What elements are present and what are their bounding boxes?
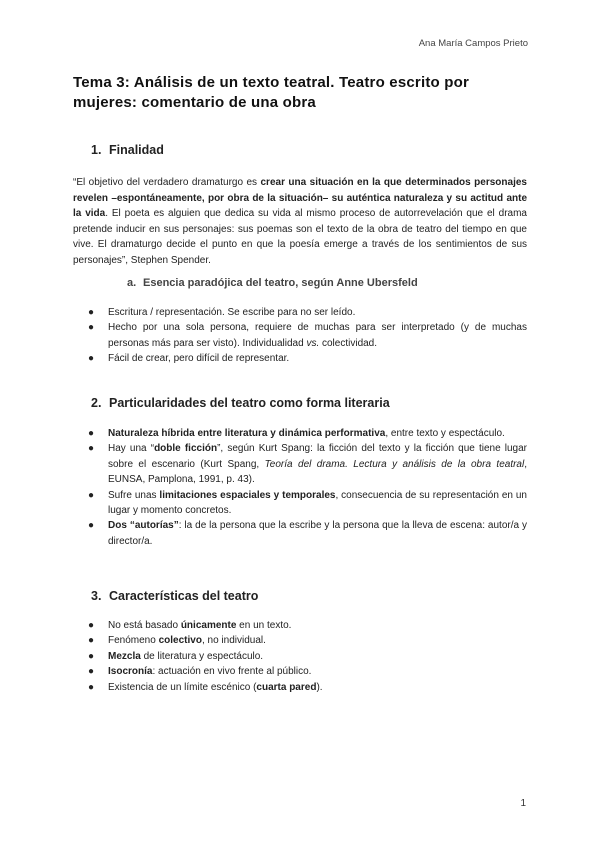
item-bold: Isocronía <box>108 666 153 678</box>
subsection-a-heading <box>127 277 418 289</box>
bullet-icon: ● <box>88 666 95 678</box>
item-bold: limitaciones espaciales y temporales <box>159 489 336 501</box>
item-text: Hay una “ <box>108 443 155 455</box>
list-item <box>73 320 527 351</box>
quote-bold: crear una situación en la que determinados personajes revelen –espontáneamente, por obra de la situación– su auténtica naturaleza y su actitud ante la vida <box>73 177 527 219</box>
item-text: , consecuencia de su representación en un lugar y momento concretos. <box>108 489 527 517</box>
bullet-icon: ● <box>88 428 95 439</box>
item-text: Escritura / representación. Se escribe para no ser leído. <box>108 307 356 318</box>
page-number: 1 <box>520 798 526 809</box>
section-1-heading <box>91 143 164 157</box>
item-text: Hecho por una sola persona, requiere de muchas para ser interpretado (y de muchas personas más para ser visto). Individualidad <box>108 322 527 349</box>
item-bold: únicamente <box>180 620 237 631</box>
header-author: Ana María Campos Prieto <box>418 38 528 49</box>
item-text: : la de la persona que la escribe y la persona que la lleva de escena: autor/a y director/a. <box>108 520 527 547</box>
section-1-title: Finalidad <box>109 143 164 157</box>
item-bold: doble ficción <box>154 443 218 455</box>
bullet-icon: ● <box>88 443 95 455</box>
item-text: Fácil de crear, pero difícil de representar. <box>108 353 290 365</box>
section-2-title: Particularidades del teatro como forma literaria <box>109 396 390 410</box>
item-bold: cuarta pared <box>256 681 317 693</box>
list-item <box>73 633 527 648</box>
list-item <box>73 351 527 366</box>
list-item <box>73 664 527 679</box>
section-3-number: 3. <box>91 589 102 603</box>
item-bold: Mezcla <box>108 650 141 662</box>
bullet-icon: ● <box>88 635 95 647</box>
section-3-heading <box>91 589 258 603</box>
subsection-a-title: Esencia paradójica del teatro, según Anne Ubersfeld <box>143 277 418 289</box>
item-text: de literatura y espectáculo. <box>140 650 264 662</box>
list-item <box>73 488 527 519</box>
list-item <box>73 618 527 633</box>
document-title: Tema 3: Análisis de un texto teatral. Teatro escrito por mujeres: comentario de una obra <box>73 74 470 111</box>
list-item <box>73 426 527 441</box>
bullet-icon: ● <box>88 322 95 334</box>
section-2-number: 2. <box>91 396 102 410</box>
bullet-icon: ● <box>88 620 95 631</box>
bullet-icon: ● <box>88 489 95 501</box>
quote-text-1: “El objetivo del verdadero dramaturgo es <box>73 177 261 188</box>
subsection-a-letter: a. <box>127 277 137 289</box>
item-text: , no individual. <box>201 635 266 647</box>
list-item <box>73 518 527 549</box>
item-text: colectividad. <box>319 337 378 349</box>
section-3-list <box>73 618 527 695</box>
bullet-icon: ● <box>88 681 95 693</box>
item-text: Fenómeno <box>108 635 159 647</box>
item-text: : actuación en vivo frente al público. <box>152 666 312 678</box>
subsection-a-list <box>73 305 527 367</box>
list-item <box>73 680 527 695</box>
item-text: Existencia de un límite escénico ( <box>108 681 257 693</box>
section-1-number: 1. <box>91 143 102 157</box>
bullet-icon: ● <box>88 307 95 318</box>
section-3-title: Características del teatro <box>109 589 259 603</box>
list-item <box>73 305 527 320</box>
bullet-icon: ● <box>88 650 95 662</box>
section-2-list <box>73 426 527 549</box>
item-text: Sufre unas <box>108 489 160 501</box>
bullet-icon: ● <box>88 520 95 532</box>
section-2-heading <box>91 396 390 410</box>
list-item <box>73 649 527 664</box>
item-italic: Teoría del drama. Lectura y análisis de la obra teatral <box>264 458 525 470</box>
item-text: ”, según Kurt Spang: la ficción del texto y la ficción que tiene lugar sobre el escenario (Kurt Spang, <box>108 443 528 470</box>
item-bold: colectivo <box>158 635 202 647</box>
item-bold: Dos “autorías” <box>108 520 179 532</box>
item-text: , EUNSA, Pamplona, 1991, p. 43). <box>108 458 528 486</box>
quote-text-2: . El poeta es alguien que dedica su vida al mismo proceso de autorrevelación que el drama pretende inducir en sus personajes: sus poemas son el texto de la obra de teatro del tiempo en que vive. El dramaturgo decide el punto en que la poesía emerge a través de los sentimientos de sus personajes”, Stephen Spender. <box>73 208 527 266</box>
item-text: en un texto. <box>236 620 292 631</box>
item-italic: vs. <box>306 337 320 349</box>
item-text: No está basado <box>108 620 181 631</box>
section-1-paragraph <box>73 175 527 268</box>
item-text: , entre texto y espectáculo. <box>385 428 505 439</box>
bullet-icon: ● <box>88 353 95 365</box>
item-bold: Naturaleza híbrida entre literatura y dinámica performativa <box>108 428 386 439</box>
list-item <box>73 441 527 487</box>
item-text: ). <box>316 681 323 693</box>
